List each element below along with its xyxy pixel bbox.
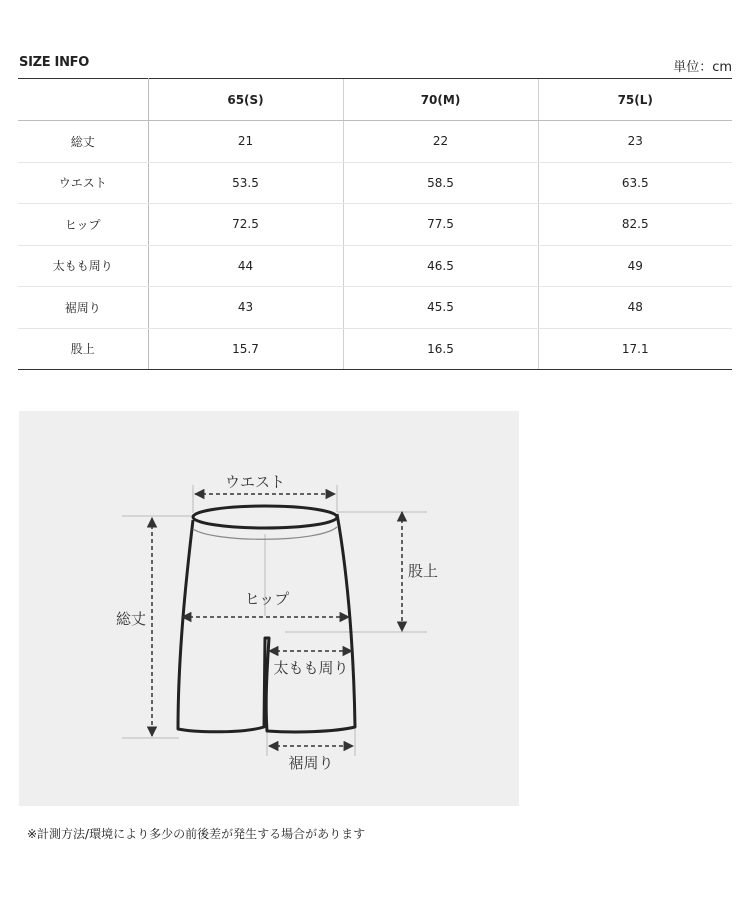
table-cell: 43 (148, 287, 343, 329)
measurement-arrows (152, 494, 402, 746)
shorts-outline (178, 506, 355, 732)
table-row (18, 245, 732, 287)
table-header-size-s: 65(S) (148, 79, 343, 121)
shorts-diagram-svg (19, 411, 519, 806)
size-table (18, 78, 732, 370)
table-row (18, 328, 732, 370)
table-cell: 15.7 (148, 328, 343, 370)
table-cell: 22 (343, 121, 538, 163)
thigh-label: 太もも周り (273, 659, 349, 677)
rise-label: 股上 (407, 562, 439, 580)
table-cell: 44 (148, 245, 343, 287)
table-row (18, 162, 732, 204)
table-cell: 45.5 (343, 287, 538, 329)
table-row (18, 287, 732, 329)
table-cell: 48 (538, 287, 732, 329)
table-cell: 53.5 (148, 162, 343, 204)
table-header-size-l: 75(L) (538, 79, 732, 121)
waist-label: ウエスト (224, 473, 286, 491)
table-header-corner (18, 79, 148, 121)
measurement-note: ※計測方法/環境により多少の前後差が発生する場合があります (27, 827, 366, 841)
hem-label: 裾周り (288, 754, 334, 772)
table-cell: 46.5 (343, 245, 538, 287)
measurement-diagram (19, 411, 519, 806)
table-cell: 63.5 (538, 162, 732, 204)
row-label: 太もも周り (18, 245, 148, 287)
unit-label: 単位：cm (673, 60, 732, 75)
table-cell: 58.5 (343, 162, 538, 204)
hip-label: ヒップ (244, 590, 290, 608)
row-label: ヒップ (18, 204, 148, 246)
table-cell: 49 (538, 245, 732, 287)
row-label: 総丈 (18, 121, 148, 163)
table-cell: 17.1 (538, 328, 732, 370)
table-cell: 72.5 (148, 204, 343, 246)
row-label: 股上 (18, 328, 148, 370)
table-row (18, 121, 732, 163)
row-label: 裾周り (18, 287, 148, 329)
table-cell: 82.5 (538, 204, 732, 246)
table-cell: 16.5 (343, 328, 538, 370)
table-header-row (18, 79, 732, 121)
table-cell: 77.5 (343, 204, 538, 246)
total-length-label: 総丈 (115, 610, 147, 628)
guide-lines (122, 485, 427, 756)
table-row (18, 204, 732, 246)
table-cell: 23 (538, 121, 732, 163)
table-header-size-m: 70(M) (343, 79, 538, 121)
row-label: ウエスト (18, 162, 148, 204)
page-title: SIZE INFO (19, 55, 89, 70)
table-cell: 21 (148, 121, 343, 163)
